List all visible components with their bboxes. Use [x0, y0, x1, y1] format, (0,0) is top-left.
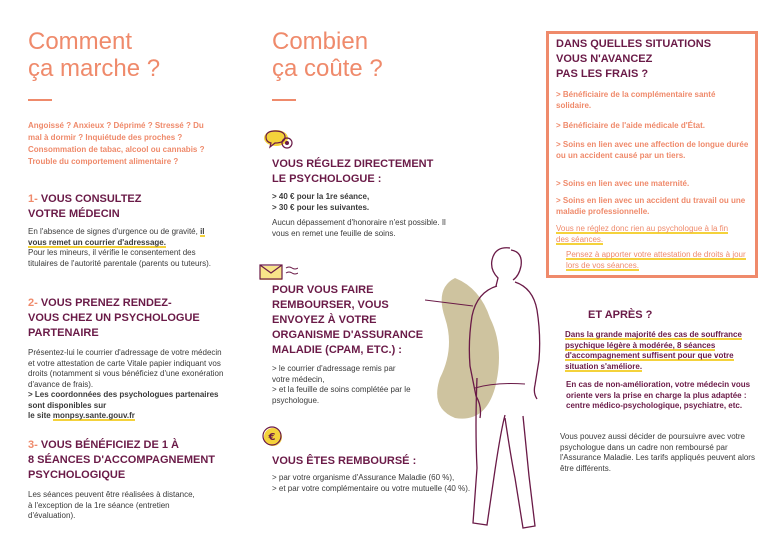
get-reimbursed-list: > le courrier d'adressage remis par votre médecin, > et la feuille de soins complétée par le psychologue. [272, 364, 411, 405]
step3-body: Les séances peuvent être réalisées à distance, à l'exception de la 1re séance (entretien d'évaluation). [28, 490, 195, 520]
euro-coin-icon [260, 424, 286, 455]
get-reimbursed-heading: POUR VOUS FAIRE REMBOURSER, VOUS ENVOYEZ À VOTRE ORGANISME D'ASSURANCE MALADIE (CPAM, ETC.) : [272, 284, 424, 356]
col2-title: Combien ça coûte ? [272, 28, 383, 82]
apres-p2: En cas de non-amélioration, votre médecin vous oriente vers la prise en charge la plus adaptée : centre médico-psychologique, psychiatre, etc. [566, 380, 751, 410]
list-item: > Soins en lien avec un accident du travail ou une maladie professionnelle. [556, 196, 746, 216]
no-payment-note: Vous ne réglez donc rien au psychologue à la fin des séances. [556, 224, 729, 244]
speech-bubble-coin-icon [262, 128, 296, 157]
step1-body: En l'absence de signes d'urgence ou de gravité, il vous remet un courrier d'adressage. Pour les mineurs, il vérifie le consentement des titulaires de l'autorité parentale (parents ou tuteurs). [28, 227, 211, 268]
apres-heading: ET APRÈS ? [588, 309, 653, 321]
pay-directly-heading: VOUS RÉGLEZ DIRECTEMENT LE PSYCHOLOGUE : [272, 158, 434, 185]
step1-heading: 1- VOUS CONSULTEZ VOTRE MÉDECIN [28, 193, 142, 220]
reimbursed-list: > par votre organisme d'Assurance Maladie (60 %), > et par votre complémentaire ou votre mutuelle (40 %). [272, 473, 471, 493]
step2-heading: 2- VOUS PRENEZ RENDEZ- VOUS CHEZ UN PSYCHOLOGUE PARTENAIRE [28, 297, 200, 339]
svg-text:€: € [268, 432, 276, 443]
no-advance-fees-heading: DANS QUELLES SITUATIONS VOUS N'AVANCEZ PAS LES FRAIS ? [556, 38, 712, 80]
list-item: > Bénéficiaire de l'aide médicale d'État. [556, 121, 705, 130]
apres-p1: Dans la grande majorité des cas de souffrance psychique légère à modérée, 8 séances d'accompagnement suffisent pour que votre situation s'améliore. [565, 330, 742, 371]
psy-website-link[interactable]: monpsy.sante.gouv.fr [52, 411, 135, 420]
bring-certificate-note: Pensez à apporter votre attestation de droits à jour lors de vos séances. [566, 250, 746, 270]
pay-directly-prices: > 40 € pour la 1re séance, > 30 € pour les suivantes. [272, 192, 370, 212]
intro-questions: Angoissé ? Anxieux ? Déprimé ? Stressé ? Du mal à dormir ? Inquiétude des proches ? Consommation de tabac, alcool ou cannabis ? Trouble du comportement alimentaire ? [28, 121, 205, 166]
col1-title: Comment ça marche ? [28, 28, 161, 82]
step3-heading: 3- VOUS BÉNÉFICIEZ DE 1 À 8 SÉANCES D'ACCOMPAGNEMENT PSYCHOLOGIQUE [28, 439, 215, 481]
list-item: > Bénéficiaire de la complémentaire santé solidaire. [556, 90, 716, 110]
apres-p3: Vous pouvez aussi décider de poursuivre avec votre psychologue dans un cadre non remboursé par l'Assurance Maladie. Les tarifs appliqués peuvent alors être différents. [560, 432, 755, 473]
col2-divider [272, 99, 296, 101]
list-item: > Soins en lien avec une maternité. [556, 179, 690, 188]
col1-divider [28, 99, 52, 101]
step2-body: Présentez-lui le courrier d'adressage de votre médecin et votre attestation de carte Vitale papier indiquant vos droits (notamment si vous bénéficiez d'une exonération d'avance de frais). > Les coordonnées des psychologues partenaires sont disponibles sur le site monpsy.sante.gouv.fr [28, 348, 224, 420]
list-item: > Soins en lien avec une affection de longue durée ou un accident causé par un tiers. [556, 140, 749, 160]
pay-directly-note: Aucun dépassement d'honoraire n'est possible. Il vous en remet une feuille de soins. [272, 218, 446, 238]
reimbursed-heading: VOUS ÊTES REMBOURSÉ : [272, 455, 417, 467]
step1-highlight: il vous remet un courrier d'adressage. [28, 227, 205, 247]
